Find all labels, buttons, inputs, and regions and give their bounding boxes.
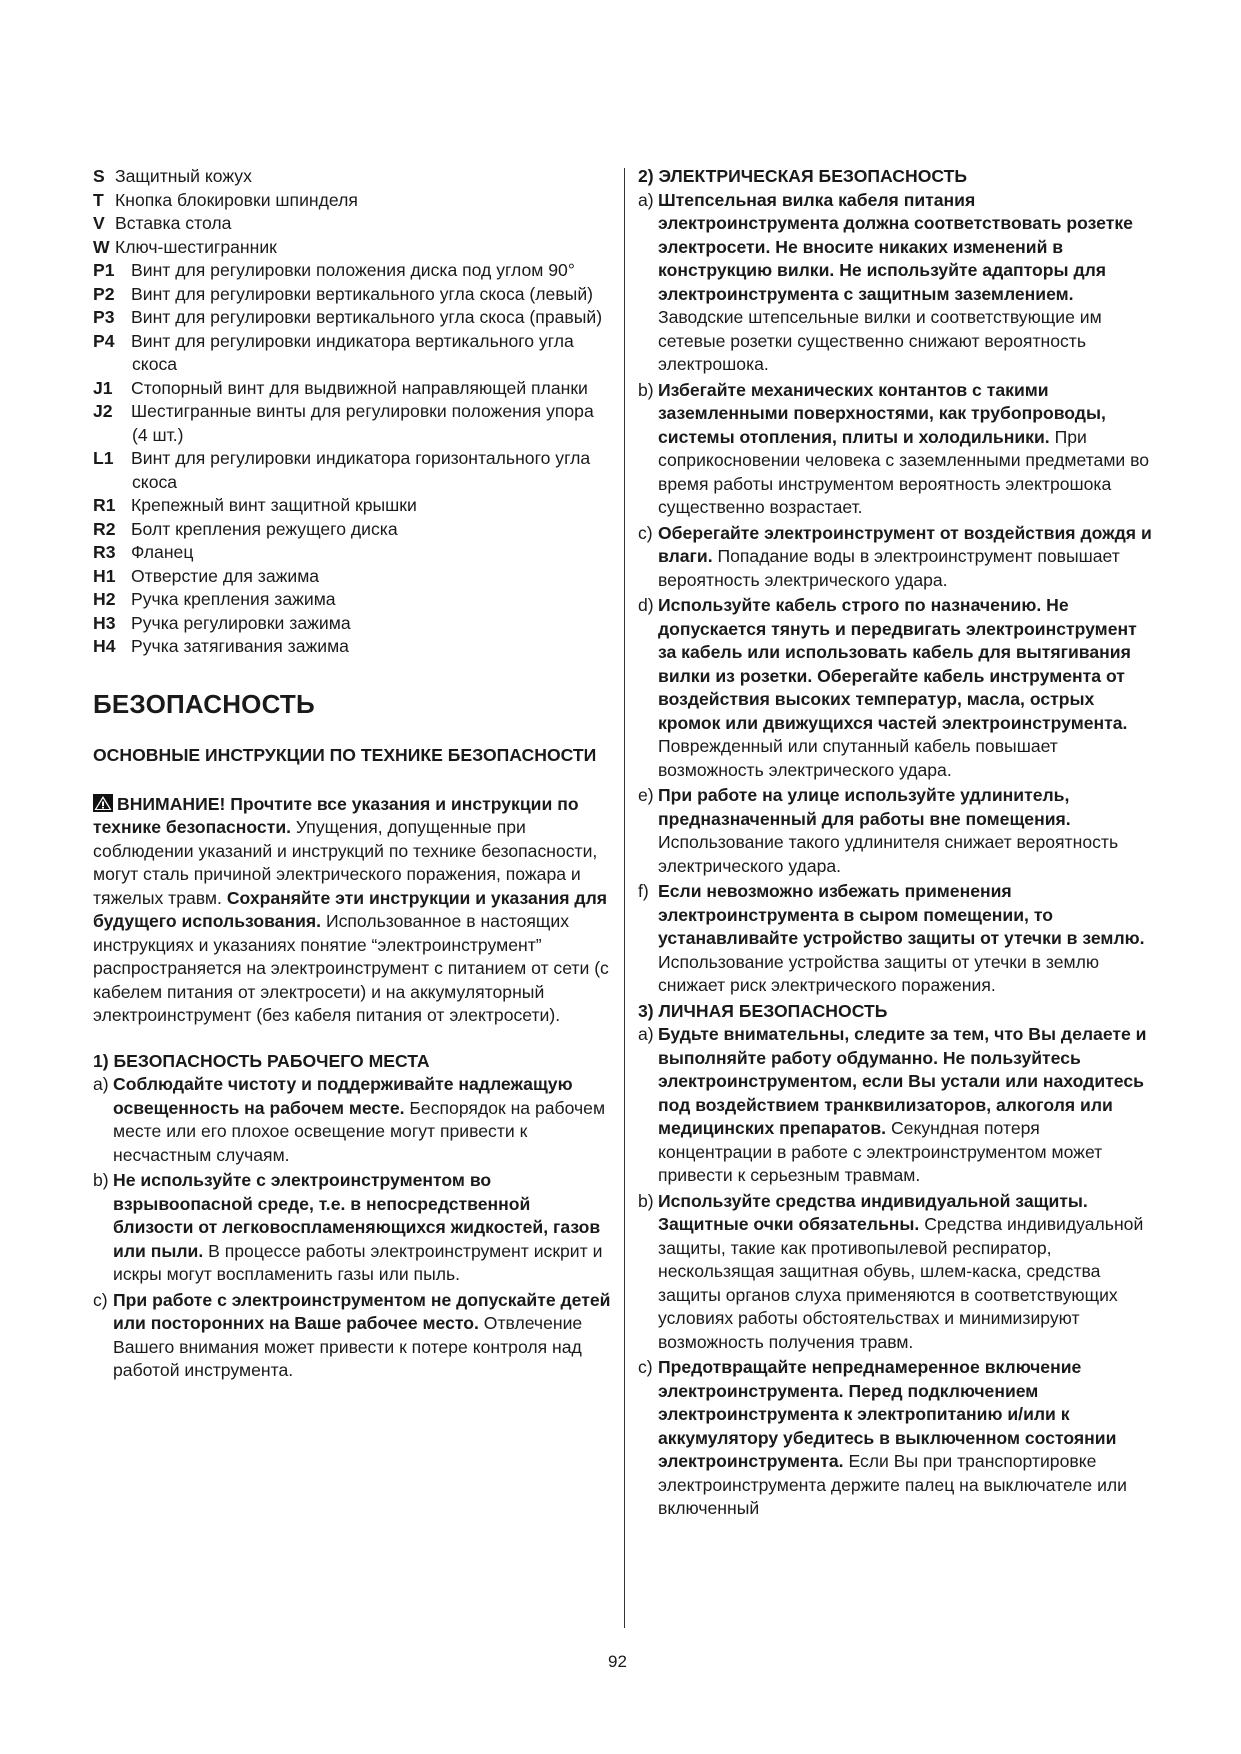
legend-item: [93, 635, 613, 659]
legend-code: H4: [93, 636, 116, 656]
section-electrical: [638, 165, 1158, 998]
column-divider: [624, 168, 625, 1628]
item-text: Отвлечение Вашего внимания может привести к потере контроля над работой инструмента.: [113, 1313, 583, 1380]
safety-item: [638, 189, 1158, 377]
legend-code: S: [93, 166, 105, 186]
legend-text: Защитный кожух: [115, 166, 252, 186]
item-text: Беспорядок на рабочем месте или его плохое освещение могут привести к несчастным случаям.: [113, 1097, 606, 1165]
legend-text: Ручка затягивания зажима: [131, 636, 349, 656]
legend-text: Стопорный винт для выдвижной направляющей планки: [131, 377, 588, 398]
section-personal: [638, 1000, 1158, 1521]
legend-item: [93, 283, 613, 307]
item-letter: b): [638, 1190, 654, 1211]
item-letter: b): [93, 1170, 109, 1190]
left-column: [93, 165, 613, 1385]
safety-item: [638, 1356, 1158, 1521]
legend-item: [93, 612, 613, 636]
item-letter: c): [638, 1357, 653, 1377]
legend-text: Винт для регулировки индикатора вертикального угла скоса: [131, 330, 574, 374]
warning-bold-2: Сохраняйте эти инструкции и указания для будущего использования.: [93, 887, 608, 931]
safety-item: [638, 1190, 1158, 1355]
item-text: Заводские штепсельные вилки и соответствующие им сетевые розетки существенно снижают вероятность электрошока.: [658, 307, 1102, 374]
legend-text: Болт крепления режущего диска: [131, 518, 398, 539]
legend-text: Отверстие для зажима: [131, 565, 320, 586]
warning-text-1: Упущения, допущенные при соблюдении указаний и инструкций по технике безопасности, могут сталь причиной электрического поражения, пожара и тяжелых травм.: [93, 817, 598, 908]
legend-item: [93, 306, 613, 330]
item-letter: a): [638, 1024, 654, 1044]
item-letter: c): [93, 1289, 108, 1310]
parts-legend: [93, 165, 613, 659]
item-letter: d): [638, 595, 654, 615]
item-text: Использование устройства защиты от утечки в землю снижает риск электрического поражения.: [658, 951, 1100, 995]
item-letter: e): [638, 785, 654, 805]
legend-item: [93, 189, 613, 213]
basic-safety-subheading: ОСНОВНЫЕ ИНСТРУКЦИИ ПО ТЕХНИКЕ БЕЗОПАСНОСТИ: [93, 744, 597, 765]
item-text: В процессе работы электроинструмент искрит и искры могут воспламенить газы или пыль.: [113, 1240, 603, 1284]
item-bold-text: Предотвращайте непреднамеренное включение электроинструмента. Перед подключением электроинструмента к электропитанию и/или к аккумулятору убедитесь в выключенном состоянии электроинструмента.: [658, 1357, 1117, 1471]
legend-text: Кнопка блокировки шпинделя: [115, 189, 358, 210]
warning-bold-1: ВНИМАНИЕ! Прочтите все указания и инструкции по технике безопасности.: [93, 793, 579, 837]
item-text: Использование такого удлинителя снижает вероятность электрического удара.: [658, 832, 1119, 876]
item-bold-text: При работе с электроинструментом не допускайте детей или посторонних на Ваше рабочее место.: [113, 1289, 611, 1333]
legend-item: [93, 565, 613, 589]
legend-text: Вставка стола: [115, 213, 232, 233]
item-bold-text: При работе на улице используйте удлинитель, предназначенный для работы вне помещения.: [658, 785, 1071, 829]
legend-text: Фланец: [131, 542, 194, 562]
legend-text: Винт для регулировки положения диска под углом 90°: [131, 260, 575, 280]
item-bold-text: Будьте внимательны, следите за тем, что Вы делаете и выполняйте работу обдуманно. Не пользуйтесь электроинструментом, если Вы устали или находитесь под воздействием транквилизаторов, алкоголя или медицинских препаратов.: [658, 1024, 1147, 1138]
safety-item: [638, 594, 1158, 782]
item-letter: f): [638, 881, 649, 901]
legend-code: T: [93, 189, 104, 210]
warning-text-2: Использованное в настоящих инструкциях и указаниях понятие “электроинструмент” распространяется на электроинструмент с питанием от сети (с кабелем питания от электросети) и на аккумуляторный электроинструмент (без кабеля питания от электросети).: [93, 911, 609, 1025]
legend-code: J2: [93, 401, 113, 421]
legend-item: [93, 447, 613, 494]
legend-item: [93, 259, 613, 283]
item-text: При соприкосновении человека с заземленными предметами во время работы инструментом вероятность электрошока существенно возрастает.: [658, 426, 1150, 517]
legend-item: [93, 330, 613, 377]
legend-code: J1: [93, 377, 113, 398]
legend-code: R1: [93, 495, 116, 515]
legend-code: P2: [93, 283, 115, 304]
item-bold-text: Если невозможно избежать применения электроинструмента в сыром помещении, то устанавливайте устройство защиты от утечки в землю.: [658, 881, 1145, 948]
legend-item: [93, 518, 613, 542]
safety-item: [93, 1289, 613, 1383]
legend-code: H2: [93, 589, 116, 609]
safety-item: [638, 522, 1158, 593]
legend-text: Крепежный винт защитной крышки: [131, 495, 417, 515]
item-bold-text: Оберегайте электроинструмент от воздействия дождя и влаги.: [658, 522, 1152, 566]
safety-item: [638, 784, 1158, 878]
legend-text: Винт для регулировки индикатора горизонтального угла скоса: [131, 448, 591, 492]
item-text: Поврежденный или спутанный кабель повышает возможность электрического удара.: [658, 736, 1058, 780]
legend-code: P4: [93, 330, 115, 351]
safety-heading: БЕЗОПАСНОСТЬ: [93, 688, 315, 719]
legend-item: [93, 236, 613, 260]
section-items: [638, 189, 1158, 998]
legend-text: Винт для регулировки вертикального угла скоса (правый): [131, 307, 603, 327]
legend-code: R2: [93, 518, 116, 539]
legend-text: Ручка крепления зажима: [131, 589, 336, 609]
legend-item: [93, 377, 613, 401]
item-text: Если Вы при транспортировке электроинструмента держите палец на выключателе или включенный: [658, 1451, 1128, 1518]
item-text: Попадание воды в электроинструмент повышает вероятность электрического удара.: [658, 546, 1120, 590]
item-letter: a): [93, 1074, 109, 1094]
item-bold-text: Не используйте с электроинструментом во взрывоопасной среде, т.е. в непосредственной близости от легковоспламеняющихся жидкостей, газов или пыли.: [113, 1170, 601, 1261]
legend-item: [93, 400, 613, 447]
section-work-area: [93, 1050, 613, 1383]
item-letter: a): [638, 189, 654, 210]
item-text: Секундная потеря концентрации в работе с электроинструментом может привести к серьезным травмам.: [658, 1118, 1103, 1185]
legend-text: Ручка регулировки зажима: [131, 612, 351, 633]
item-bold-text: Соблюдайте чистоту и поддерживайте надлежащую освещенность на рабочем месте.: [113, 1074, 573, 1118]
legend-code: W: [93, 236, 110, 257]
warning-triangle-icon: [93, 794, 113, 812]
item-bold-text: Штепсельная вилка кабеля питания электроинструмента должна соответствовать розетке электросети. Не вносите никаких изменений в конструкцию вилки. Не используйте адапторы для электроинструмента с защитным заземлением.: [658, 189, 1133, 304]
item-bold-text: Избегайте механических контантов с такими заземленными поверхностями, как трубопроводы, системы отопления, плиты и холодильники.: [658, 379, 1106, 447]
legend-code: V: [93, 213, 105, 233]
right-column: [638, 165, 1158, 1523]
item-bold-text: Используйте средства индивидуальной защиты. Защитные очки обязательны.: [658, 1190, 1088, 1234]
legend-item: [93, 494, 613, 518]
section-title: 2) ЭЛЕКТРИЧЕСКАЯ БЕЗОПАСНОСТЬ: [638, 166, 968, 186]
legend-item: [93, 165, 613, 189]
page-number: 92: [608, 1652, 627, 1671]
item-letter: b): [638, 379, 654, 400]
legend-code: R3: [93, 542, 116, 562]
safety-item: [93, 1073, 613, 1167]
legend-code: H3: [93, 612, 116, 633]
section-items: [93, 1073, 613, 1383]
safety-item: [638, 379, 1158, 520]
legend-item: [93, 212, 613, 236]
legend-text: Ключ-шестигранник: [115, 236, 277, 257]
section-items: [638, 1023, 1158, 1521]
legend-item: [93, 588, 613, 612]
section-title: 1) БЕЗОПАСНОСТЬ РАБОЧЕГО МЕСТА: [93, 1050, 430, 1071]
legend-code: L1: [93, 448, 114, 468]
item-text: Средства индивидуальной защиты, такие как противопылевой респиратор, нескользящая защитная обувь, шлем-каска, средства защиты органов слуха применяются в соответствующих условиях работы обстоятельствах и минимизируют возможность получения травм.: [658, 1214, 1144, 1352]
legend-text: Шестигранные винты для регулировки положения упора (4 шт.): [131, 401, 594, 445]
item-letter: c): [638, 522, 653, 543]
safety-item: [93, 1169, 613, 1287]
legend-code: P3: [93, 307, 115, 327]
legend-text: Винт для регулировки вертикального угла скоса (левый): [131, 283, 594, 304]
item-bold-text: Используйте кабель строго по назначению. Не допускается тянуть и передвигать электроинструмент за кабель или использовать кабель для вытягивания вилки из розетки. Оберегайте кабель инструмента от воздействия высоких температур, масла, острых кромок или движущихся частей электроинструмента.: [658, 595, 1137, 733]
legend-code: H1: [93, 565, 116, 586]
section-title: 3) ЛИЧНАЯ БЕЗОПАСНОСТЬ: [638, 1000, 888, 1021]
safety-item: [638, 880, 1158, 998]
legend-item: [93, 541, 613, 565]
legend-code: P1: [93, 260, 115, 280]
warning-paragraph: [93, 793, 613, 1028]
safety-item: [638, 1023, 1158, 1188]
